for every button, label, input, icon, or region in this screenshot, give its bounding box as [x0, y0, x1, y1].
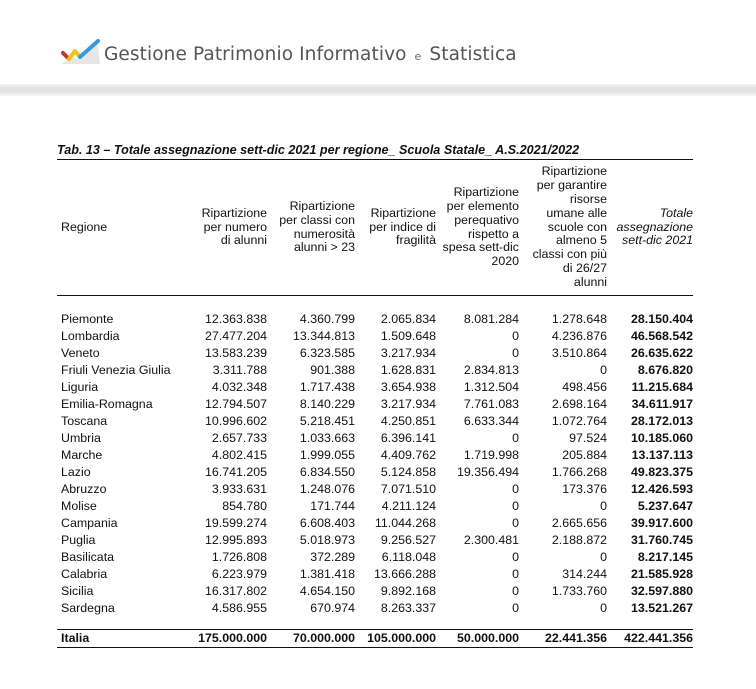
cell-regione: Lazio [61, 465, 91, 479]
cell-c3: 3.217.934 [380, 397, 436, 411]
cell-c1: 16.317.802 [204, 584, 267, 598]
cell-c5: 4.236.876 [551, 329, 607, 343]
table-row [57, 379, 693, 396]
cell-regione: Puglia [61, 533, 96, 547]
header-divider-band [0, 84, 756, 96]
allocation-table-section [57, 143, 693, 648]
cell-c2: 5.018.973 [299, 533, 355, 547]
cell-tot: 10.185.060 [630, 431, 693, 445]
cell-tot: 39.917.600 [630, 516, 693, 530]
brand-title: Gestione Patrimonio Informativo e Statistica [104, 44, 517, 65]
cell-c2: 901.388 [310, 363, 355, 377]
cell-c3: 3.217.934 [380, 346, 436, 360]
cell-c5: 1.766.268 [551, 465, 607, 479]
cell-c2: 8.140.229 [299, 397, 355, 411]
cell-c5: 1.733.760 [551, 584, 607, 598]
cell-regione: Marche [61, 448, 103, 462]
cell-c1: 16.741.205 [204, 465, 267, 479]
cell-tot: 12.426.593 [630, 482, 693, 496]
cell-c5: 0 [600, 499, 607, 513]
cell-c1: 6.223.979 [211, 567, 267, 581]
cell-c4: 0 [512, 550, 519, 564]
cell-regione: Abruzzo [61, 482, 107, 496]
table-row [57, 549, 693, 566]
cell-c5: 0 [600, 550, 607, 564]
cell-c4: 7.761.083 [463, 397, 519, 411]
cell-regione: Basilicata [61, 550, 115, 564]
cell-c1: 12.363.838 [204, 312, 267, 326]
cell-c2: 6.608.403 [299, 516, 355, 530]
cell-regione: Calabria [61, 567, 108, 581]
column-header-totale: Totale assegnazione sett-dic 2021 [607, 160, 693, 296]
cell-c4: 0 [512, 601, 519, 615]
cell-c1: 27.477.204 [204, 329, 267, 343]
cell-c2: 1.381.418 [299, 567, 355, 581]
cell-c3: 8.263.337 [380, 601, 436, 615]
cell-c1: 854.780 [222, 499, 267, 513]
total-cell-c4: 50.000.000 [436, 630, 519, 648]
cell-c5: 2.188.872 [551, 533, 607, 547]
column-header-elemento-perequativo: Ripartizione per elemento perequativo rispetto a spesa sett-dic 2020 [436, 160, 519, 296]
cell-c5: 0 [600, 601, 607, 615]
cell-c4: 8.081.284 [463, 312, 519, 326]
cell-c4: 0 [512, 516, 519, 530]
cell-regione: Veneto [61, 346, 100, 360]
cell-tot: 34.611.917 [631, 397, 693, 411]
cell-c5: 314.244 [562, 567, 607, 581]
cell-tot: 8.217.145 [637, 550, 693, 564]
cell-c4: 0 [512, 329, 519, 343]
cell-c2: 5.218.451 [299, 414, 355, 428]
cell-c4: 2.300.481 [463, 533, 519, 547]
cell-tot: 11.215.684 [631, 380, 693, 394]
cell-tot: 13.521.267 [630, 601, 693, 615]
column-header-risorse-umane: Ripartizione per garantire risorse umane alle scuole con almeno 5 classi con più di 26/27 alunni [519, 160, 607, 296]
column-header-classi-numerosita: Ripartizione per classi con numerosità alunni > 23 [267, 160, 355, 296]
cell-c1: 4.802.415 [211, 448, 267, 462]
table-row [57, 583, 693, 600]
cell-c2: 171.744 [310, 499, 355, 513]
table-row [57, 498, 693, 515]
cell-regione: Umbria [61, 431, 101, 445]
cell-c5: 205.884 [562, 448, 607, 462]
cell-c4: 6.633.344 [463, 414, 519, 428]
cell-c5: 0 [600, 363, 607, 377]
table-row [57, 532, 693, 549]
cell-c2: 4.654.150 [299, 584, 355, 598]
cell-c5: 2.665.656 [551, 516, 607, 530]
cell-regione: Lombardia [61, 329, 120, 343]
table-row [57, 600, 693, 617]
table-header-row [57, 160, 693, 296]
cell-c2: 4.360.799 [299, 312, 355, 326]
column-header-regione: Regione [57, 160, 185, 296]
cell-regione: Friuli Venezia Giulia [61, 363, 171, 377]
total-cell-c1: 175.000.000 [185, 630, 267, 648]
allocation-table [57, 160, 693, 648]
cell-c3: 13.666.288 [373, 567, 436, 581]
cell-c2: 1.999.055 [299, 448, 355, 462]
cell-c3: 3.654.938 [380, 380, 436, 394]
cell-c4: 2.834.813 [463, 363, 519, 377]
table-row [57, 413, 693, 430]
cell-c1: 12.995.893 [204, 533, 267, 547]
cell-c1: 12.794.507 [204, 397, 267, 411]
column-header-indice-fragilita: Ripartizione per indice di fragilità [355, 160, 436, 296]
cell-c3: 5.124.858 [380, 465, 436, 479]
table-row [57, 328, 693, 345]
cell-c1: 4.032.348 [211, 380, 267, 394]
cell-c4: 0 [512, 567, 519, 581]
table-row [57, 430, 693, 447]
cell-c5: 498.456 [562, 380, 607, 394]
cell-c1: 3.311.788 [212, 363, 267, 377]
cell-c3: 1.628.831 [380, 363, 436, 377]
total-cell-c2: 70.000.000 [267, 630, 355, 648]
cell-c2: 1.248.076 [299, 482, 355, 496]
cell-c1: 13.583.239 [204, 346, 267, 360]
cell-tot: 46.568.542 [630, 329, 693, 343]
cell-c3: 2.065.834 [380, 312, 436, 326]
cell-c2: 1.033.663 [299, 431, 355, 445]
cell-c2: 670.974 [310, 601, 355, 615]
total-cell-c3: 105.000.000 [355, 630, 436, 648]
cell-c4: 0 [512, 482, 519, 496]
cell-c4: 0 [512, 584, 519, 598]
table-row [57, 396, 693, 413]
cell-tot: 13.137.113 [631, 448, 693, 462]
cell-c4: 19.356.494 [456, 465, 519, 479]
table-total-row [57, 630, 693, 648]
cell-c4: 0 [512, 346, 519, 360]
cell-c4: 0 [512, 431, 519, 445]
table-row [57, 447, 693, 464]
cell-tot: 26.635.622 [630, 346, 693, 360]
cell-c3: 4.211.124 [381, 499, 436, 513]
cell-regione: Liguria [61, 380, 99, 394]
cell-regione: Toscana [61, 414, 108, 428]
cell-c1: 1.726.808 [211, 550, 267, 564]
cell-regione: Piemonte [61, 312, 114, 326]
cell-tot: 21.585.928 [630, 567, 693, 581]
table-row [57, 311, 693, 328]
cell-c1: 2.657.733 [211, 431, 267, 445]
cell-tot: 28.172.013 [630, 414, 693, 428]
cell-tot: 28.150.404 [630, 312, 693, 326]
table-row [57, 362, 693, 379]
page-header [0, 0, 756, 86]
cell-tot: 8.676.820 [637, 363, 693, 377]
total-cell-regione: Italia [57, 630, 185, 648]
total-cell-tot: 422.441.356 [607, 630, 693, 648]
cell-c3: 1.509.648 [380, 329, 436, 343]
cell-c2: 13.344.813 [292, 329, 355, 343]
table-row [57, 515, 693, 532]
cell-c3: 9.256.527 [380, 533, 436, 547]
cell-c4: 1.719.998 [463, 448, 519, 462]
total-cell-c5: 22.441.356 [519, 630, 607, 648]
cell-c5: 97.524 [569, 431, 607, 445]
cell-regione: Campania [61, 516, 118, 530]
table-row [57, 345, 693, 362]
cell-regione: Sicilia [61, 584, 94, 598]
table-row [57, 464, 693, 481]
cell-regione: Molise [61, 499, 97, 513]
cell-tot: 31.760.745 [630, 533, 693, 547]
cell-c2: 6.323.585 [299, 346, 355, 360]
cell-c5: 3.510.864 [551, 346, 607, 360]
cell-c5: 1.278.648 [551, 312, 607, 326]
cell-c3: 6.396.141 [380, 431, 436, 445]
cell-c4: 0 [512, 499, 519, 513]
cell-c3: 4.250.851 [380, 414, 436, 428]
cell-c1: 19.599.274 [204, 516, 267, 530]
cell-c5: 1.072.764 [551, 414, 607, 428]
chart-line-check-icon [60, 38, 102, 66]
cell-c2: 372.289 [310, 550, 355, 564]
cell-c1: 4.586.955 [211, 601, 267, 615]
cell-c3: 4.409.762 [380, 448, 436, 462]
cell-c2: 6.834.550 [299, 465, 355, 479]
cell-c1: 10.996.602 [204, 414, 267, 428]
column-header-numero-alunni: Ripartizione per numero di alunni [185, 160, 267, 296]
table-row [57, 481, 693, 498]
cell-tot: 32.597.880 [630, 584, 693, 598]
cell-c4: 1.312.504 [463, 380, 519, 394]
cell-c3: 6.118.048 [381, 550, 436, 564]
cell-c3: 11.044.268 [374, 516, 436, 530]
cell-c5: 2.698.164 [551, 397, 607, 411]
cell-c5: 173.376 [562, 482, 607, 496]
cell-tot: 49.823.375 [630, 465, 693, 479]
cell-c3: 7.071.510 [380, 482, 436, 496]
cell-regione: Sardegna [61, 601, 115, 615]
cell-c3: 9.892.168 [380, 584, 436, 598]
cell-c2: 1.717.438 [299, 380, 355, 394]
cell-c1: 3.933.631 [211, 482, 267, 496]
cell-tot: 5.237.647 [637, 499, 693, 513]
table-title: Tab. 13 – Totale assegnazione sett-dic 2021 per regione_ Scuola Statale_ A.S.2021/2022 [57, 143, 693, 160]
cell-regione: Emilia-Romagna [61, 397, 153, 411]
table-row [57, 566, 693, 583]
